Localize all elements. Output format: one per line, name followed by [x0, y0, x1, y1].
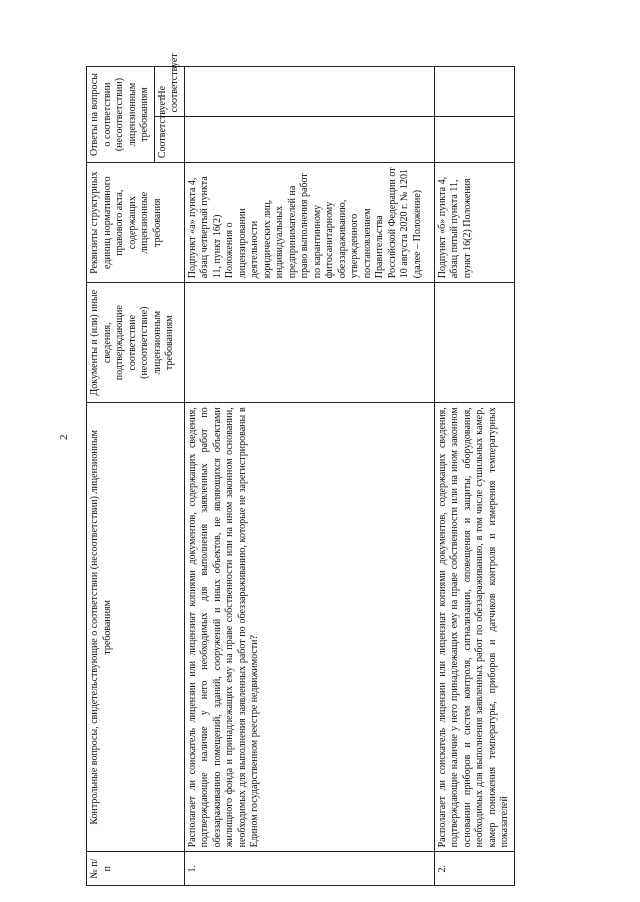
table-row: [434, 67, 514, 886]
checklist-table-page: [86, 53, 510, 886]
row-question: Располагает ли соискатель лицензии или лицензиат копиями документов, содержащих сведения, подтверждающие наличие у него необходимых для выполнения заявленных работ по обеззараживанию помещений, зданий, сооружений и иных объектов, не являющихся объектами жилищного фонда и принадлежащих ему на праве собственности или на ином законном основании, необходимых для выполнения заявленных работ по обеззараживанию, которые не зарегистрированы в Едином государственном реестре недвижимости?: [184, 403, 434, 852]
header-details: Реквизиты структурных единиц нормативного правового акта, содержащих лицензионные требования: [87, 163, 185, 283]
header-num: № п/п: [87, 852, 185, 886]
row-not-complies-cell[interactable]: [184, 67, 434, 117]
header-not-complies: Не соответствует: [154, 67, 184, 117]
checklist-table: [86, 53, 515, 886]
row-number: 1.: [184, 852, 434, 886]
row-details: Подпункт «б» пункта 4, абзац пятый пункта 11, пункт 16(2) Положения: [434, 163, 514, 283]
header-row: [87, 67, 155, 886]
header-complies: Соответствует: [154, 117, 184, 163]
row-complies-cell[interactable]: [434, 117, 514, 163]
header-question: Контрольные вопросы, свидетельствующие о соответствии (несоответствии) лицензионным требованиям: [87, 403, 185, 852]
row-number: 2.: [434, 852, 514, 886]
row-question: Располагает ли соискатель лицензии или лицензиат копиями документов, содержащих сведения, подтверждающие наличие у него принадлежащих ему на праве собственности или на ином законном основании приборов и систем контроля, сигнализации, оповещения и защиты, оборудования, необходимых для выполнения заявленных работ по обеззараживанию, в том числе сушильных камер, камер понижения температуры, приборов и датчиков контроля и измерения температурных показателей: [434, 403, 514, 852]
page-number: 2: [58, 434, 70, 440]
row-documents: [184, 283, 434, 403]
row-documents: [434, 283, 514, 403]
row-complies-cell[interactable]: [184, 117, 434, 163]
header-documents: Документы и (или) иные сведения, подтверждающие соответствие (несоответствие) лицензионным требованиям: [87, 283, 185, 403]
row-not-complies-cell[interactable]: [434, 67, 514, 117]
row-details: Подпункт «а» пункта 4, абзац четвертый пункта 11, пункт 16(2) Положения о лицензировании деятельности юридических лиц, индивидуальных предпринимателей на право выполнения работ по карантинному фитосанитарному обеззараживанию, утвержденного постановлением Правительства Российской Федерации от 10 августа 2020 г. № 1201 (далее – Положение): [184, 163, 434, 283]
table-row: [184, 67, 434, 886]
header-answers: Ответы на вопросы о соответствии (несоответствии) лицензионным требованиям: [87, 67, 155, 163]
